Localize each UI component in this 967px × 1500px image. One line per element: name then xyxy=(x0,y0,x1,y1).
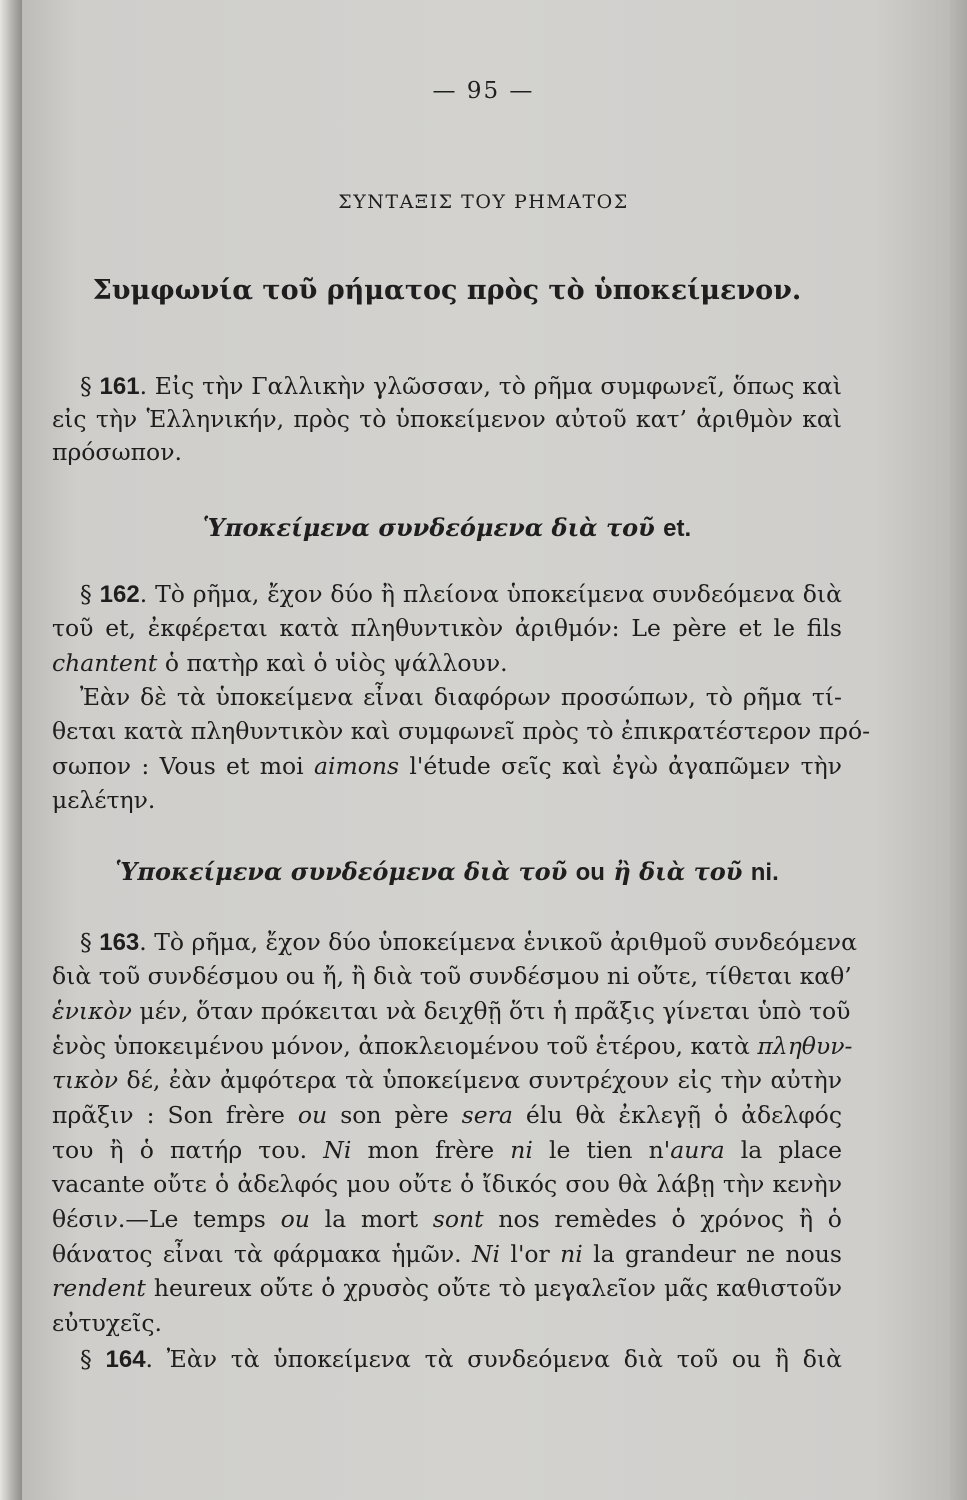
paragraph-163-line-12: εὐτυχεῖς. xyxy=(52,1309,163,1337)
paragraph-163-line-10: θάνατος εἶναι τὰ φάρμακα ἡμῶν. Ni l'or ni la grandeur ne nous xyxy=(52,1240,842,1268)
paragraph-162-line-3: chantent ὁ πατὴρ καὶ ὁ υἱὸς ψάλλουν. xyxy=(52,649,508,677)
section-number-161: 161 xyxy=(99,373,140,400)
paragraph-161-line-1: § 161. Εἰς τὴν Γαλλικὴν γλῶσσαν, τὸ ρῆμα συμφωνεῖ, ὅπως καὶ xyxy=(80,372,842,400)
page-left-edge xyxy=(0,0,22,1500)
paragraph-163-line-11: rendent heureux οὔτε ὁ χρυσὸς οὔτε τὸ μεγαλεῖον μᾶς καθιστοῦν xyxy=(52,1274,842,1302)
paragraph-163-line-7: του ἢ ὁ πατήρ του. Ni mon frère ni le tien n'aura la place xyxy=(52,1136,842,1164)
section-number-164: 164 xyxy=(105,1346,146,1373)
paragraph-163-line-2: διὰ τοῦ συνδέσμου ou ἤ, ἢ διὰ τοῦ συνδέσμου ni οὔτε, τίθεται καθ’ xyxy=(52,962,852,990)
chapter-title: ΣΥΝΤΑΞΙΣ ΤΟΥ ΡΗΜΑΤΟΣ xyxy=(338,191,629,213)
paragraph-163-line-4: ἑνὸς ὑποκειμένου μόνον, ἀποκλειομένου τοῦ ἑτέρου, κατὰ πληθυν- xyxy=(52,1032,853,1060)
subheading-et: Ὑποκείμενα συνδεόμενα διὰ τοῦ et. xyxy=(202,513,692,542)
paragraph-163-line-5: τικὸν δέ, ἐὰν ἀμφότερα τὰ ὑποκείμενα συντρέχουν εἰς τὴν αὐτὴν xyxy=(52,1066,842,1094)
paragraph-162-line-4: Ἐὰν δὲ τὰ ὑποκείμενα εἶναι διαφόρων προσώπων, τὸ ρῆμα τί- xyxy=(80,683,842,711)
paragraph-162-line-5: θεται κατὰ πληθυντικὸν καὶ συμφωνεῖ πρὸς τὸ ἐπικρατέστερον πρό- xyxy=(52,717,871,745)
paragraph-161-line-2: εἰς τὴν Ἑλληνικήν, πρὸς τὸ ὑποκείμενον αὐτοῦ κατ’ ἀριθμὸν καὶ xyxy=(52,405,842,433)
paragraph-163-line-6: πρᾶξιν : Son frère ou son père sera élu θὰ ἐκλεγῇ ὁ ἀδελφός xyxy=(52,1101,842,1129)
section-number-163: 163 xyxy=(99,929,140,956)
page-right-edge xyxy=(950,0,967,1500)
paragraph-162-line-6: σωπον : Vous et moi aimons l'étude σεῖς καὶ ἐγὼ ἀγαπῶμεν τὴν xyxy=(52,752,842,780)
paragraph-163-line-3: ἑνικὸν μέν, ὅταν πρόκειται νὰ δειχθῇ ὅτι ἡ πρᾶξις γίνεται ὑπὸ τοῦ xyxy=(52,997,851,1025)
paragraph-163-line-9: θέσιν.—Le temps ou la mort sont nos remèdes ὁ χρόνος ἢ ὁ xyxy=(52,1205,842,1233)
paragraph-162-line-7: μελέτην. xyxy=(52,786,156,814)
paragraph-162-line-2: τοῦ et, ἐκφέρεται κατὰ πληθυντικὸν ἀριθμόν: Le père et le fils xyxy=(52,614,842,642)
page-number: — 95 — xyxy=(432,78,535,104)
section-number-162: 162 xyxy=(99,581,140,608)
paragraph-164-line-1: § 164. Ἐὰν τὰ ὑποκείμενα τὰ συνδεόμενα διὰ τοῦ ou ἢ διὰ xyxy=(80,1345,842,1373)
paragraph-161-line-3: πρόσωπον. xyxy=(52,438,182,466)
paragraph-163-line-1: § 163. Τὸ ρῆμα, ἔχον δύο ὑποκείμενα ἑνικοῦ ἀριθμοῦ συνδεόμενα xyxy=(80,928,857,956)
paragraph-162-line-1: § 162. Τὸ ρῆμα, ἔχον δύο ἢ πλείονα ὑποκείμενα συνδεόμενα διὰ xyxy=(80,580,842,608)
section-heading: Συμφωνία τοῦ ρήματος πρὸς τὸ ὑποκείμενον. xyxy=(92,275,802,306)
paragraph-163-line-8: vacante οὔτε ὁ ἀδελφός μου οὔτε ὁ ἴδικός σου θὰ λάβῃ τὴν κενὴν xyxy=(52,1170,842,1198)
subheading-ou-ni: Ὑποκείμενα συνδεόμενα διὰ τοῦ ou ἢ διὰ τοῦ ni. xyxy=(115,857,779,886)
